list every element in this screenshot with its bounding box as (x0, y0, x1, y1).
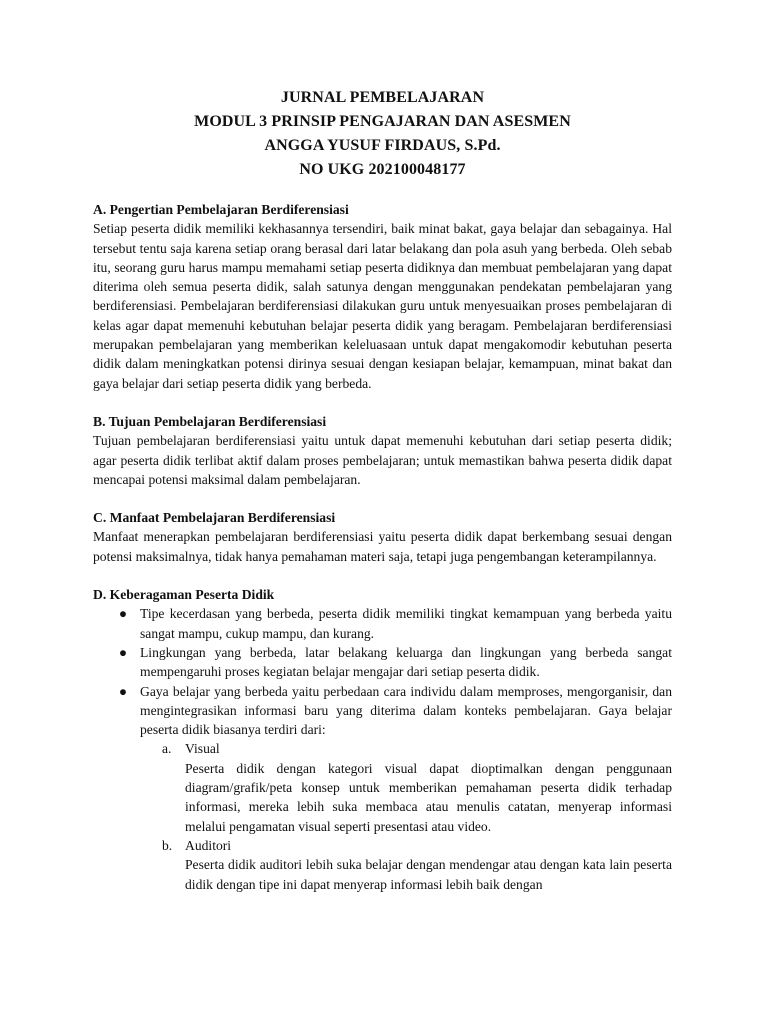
learning-style-body: Peserta didik auditori lebih suka belajar dengan mendengar atau dengan kata lain peserta didik dengan tipe ini dapat menyerap informasi lebih baik dengan (185, 857, 672, 892)
section-c (93, 508, 672, 566)
bullet-item (93, 643, 672, 682)
bullet-dot-icon: ● (118, 683, 128, 699)
section-b (93, 412, 672, 489)
learning-style-list (140, 739, 672, 893)
section-a (93, 200, 672, 393)
bullet-dot-icon: ● (118, 644, 128, 660)
section-d-heading: D. Keberagaman Peserta Didik (93, 587, 275, 603)
learning-style-title: Visual (185, 741, 220, 757)
learning-style-title: Auditori (185, 837, 232, 853)
section-c-body: Manfaat menerapkan pembelajaran berdiferensiasi yaitu peserta didik dapat berkembang sesuai dengan potensi maksimalnya, tidak hanya pemahaman materi saja, tetapi juga pengembangan keterampilannya. (93, 529, 672, 564)
title-line-module: MODUL 3 PRINSIP PENGAJARAN DAN ASESMEN (194, 113, 571, 130)
learning-style-item (140, 836, 672, 894)
sub-marker: a. (162, 741, 172, 757)
bullet-item (93, 604, 672, 643)
learning-style-body: Peserta didik dengan kategori visual dapat dioptimalkan dengan penggunaan diagram/grafik/peta konsep untuk memberikan pemahaman peserta didik terhadap informasi, mereka lebih suka membaca atau menulis catatan, menyerap informasi melalui pengamatan visual seperti presentasi atau video. (185, 760, 672, 834)
document-title (93, 86, 672, 182)
title-line-journal: JURNAL PEMBELAJARAN (280, 89, 485, 106)
title-line-author: ANGGA YUSUF FIRDAUS, S.Pd. (264, 137, 501, 154)
bullet-text: Lingkungan yang berbeda, latar belakang keluarga dan lingkungan yang berbeda sangat mempengaruhi proses kegiatan belajar mengajar dari setiap peserta didik. (140, 644, 672, 680)
section-d (93, 585, 672, 894)
sub-marker: b. (162, 837, 173, 853)
learning-style-item (140, 739, 672, 835)
section-d-bullet-list (93, 604, 672, 893)
bullet-text: Gaya belajar yang berbeda yaitu perbedaan cara individu dalam memproses, mengorganisir, dan mengintegrasikan informasi baru yang diterima dalam konteks pembelajaran. Gaya belajar peserta didik biasanya terdiri dari: (140, 683, 672, 738)
section-b-body: Tujuan pembelajaran berdiferensiasi yaitu untuk dapat memenuhi kebutuhan dari setiap peserta didik; agar peserta didik terlibat aktif dalam proses pembelajaran; untuk memastikan bahwa peserta didik dapat mencapai potensi maksimal dalam pembelajaran. (93, 433, 672, 487)
bullet-text: Tipe kecerdasan yang berbeda, peserta didik memiliki tingkat kemampuan yang berbeda yaitu sangat mampu, cukup mampu, dan kurang. (140, 606, 672, 641)
bullet-item (93, 682, 672, 894)
section-a-body: Setiap peserta didik memiliki kekhasannya tersendiri, baik minat bakat, gaya belajar dan sebagainya. Hal tersebut tentu saja karena setiap orang berasal dari latar belakang dan pola asuh yang berbeda. Oleh sebab itu, seorang guru harus mampu memahami setiap peserta didiknya dan membuat pembelajaran yang dapat diterima oleh semua peserta didik, salah satunya dengan menggunakan pendekatan pembelajaran yang berdiferensiasi. Pembelajaran berdiferensiasi dilakukan guru untuk menyesuaikan proses pembelajaran di kelas agar dapat memenuhi kebutuhan belajar peserta didik yang beragam. Pembelajaran berdiferensiasi merupakan pembelajaran yang memberikan keleluasaan untuk dapat mengakomodir kebutuhan peserta didik dalam meningkatkan potensi dirinya sesuai dengan kesiapan belajar, kemampuan, minat bakat dan gaya belajar dari setiap peserta didik yang berbeda. (93, 221, 672, 391)
document-page (93, 86, 672, 913)
section-c-heading: C. Manfaat Pembelajaran Berdiferensiasi (93, 510, 336, 526)
title-line-ukg-number: NO UKG 202100048177 (299, 161, 466, 178)
section-b-heading: B. Tujuan Pembelajaran Berdiferensiasi (93, 413, 327, 429)
bullet-dot-icon: ● (118, 606, 128, 622)
section-a-heading: A. Pengertian Pembelajaran Berdiferensiasi (93, 202, 349, 217)
